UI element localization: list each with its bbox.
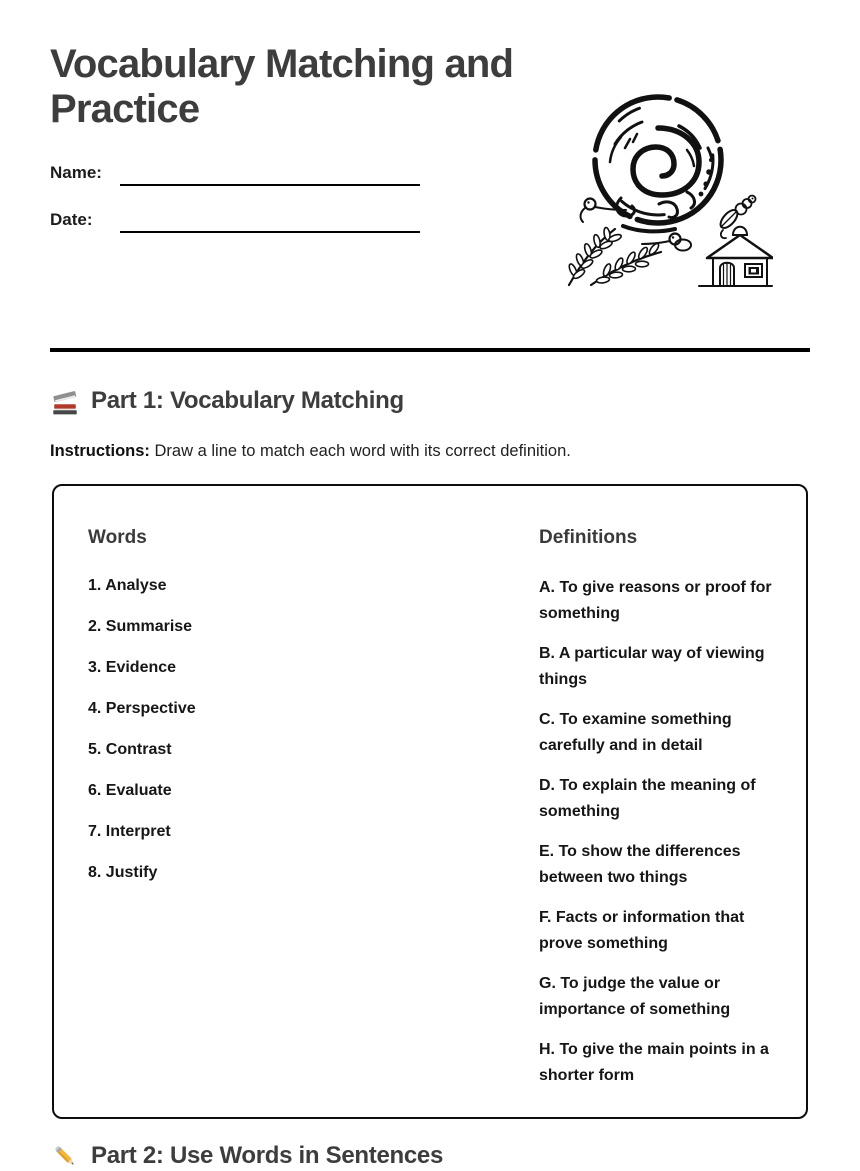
definition-item-c: C. To examine something carefully and in detail — [539, 711, 732, 754]
definitions-header: Definitions — [539, 527, 638, 548]
part1-heading — [50, 386, 404, 416]
date-label: Date: — [50, 210, 93, 229]
words-header: Words — [88, 527, 147, 548]
page-title: Vocabulary Matching and Practice — [50, 42, 514, 131]
word-item-1: 1. Analyse — [88, 577, 167, 594]
words-column — [88, 526, 539, 1117]
name-input-line[interactable] — [120, 160, 420, 186]
part1-heading-label: Part 1: Vocabulary Matching — [91, 387, 404, 414]
part2-heading-label: Part 2: Use Words in Sentences — [91, 1142, 444, 1169]
pencil-icon — [50, 1141, 80, 1171]
instructions-text: Draw a line to match each word with its correct definition. — [154, 442, 571, 460]
date-field-row — [50, 207, 420, 233]
instructions — [50, 440, 571, 462]
word-item-7: 7. Interpret — [88, 823, 171, 840]
books-icon — [50, 386, 80, 416]
koru-fern-house-illustration — [563, 92, 773, 297]
word-item-8: 8. Justify — [88, 864, 158, 881]
definition-item-g: G. To judge the value or importance of something — [539, 975, 731, 1018]
word-item-6: 6. Evaluate — [88, 782, 172, 799]
name-label: Name: — [50, 163, 102, 182]
definitions-column — [539, 526, 779, 1117]
word-item-4: 4. Perspective — [88, 700, 196, 717]
word-item-2: 2. Summarise — [88, 618, 193, 635]
name-field-row — [50, 160, 420, 186]
definition-item-f: F. Facts or information that prove something — [539, 909, 745, 952]
definition-item-b: B. A particular way of viewing things — [539, 645, 765, 688]
part2-heading — [50, 1141, 443, 1171]
definition-item-d: D. To explain the meaning of something — [539, 777, 756, 820]
date-input-line[interactable] — [120, 207, 420, 233]
instructions-label: Instructions: — [50, 442, 150, 460]
section-divider — [50, 348, 810, 352]
matching-box — [52, 484, 808, 1119]
word-item-3: 3. Evidence — [88, 659, 177, 676]
word-item-5: 5. Contrast — [88, 741, 172, 758]
definition-item-a: A. To give reasons or proof for something — [539, 579, 772, 622]
definition-item-h: H. To give the main points in a shorter form — [539, 1041, 769, 1084]
definition-item-e: E. To show the differences between two things — [539, 843, 741, 886]
